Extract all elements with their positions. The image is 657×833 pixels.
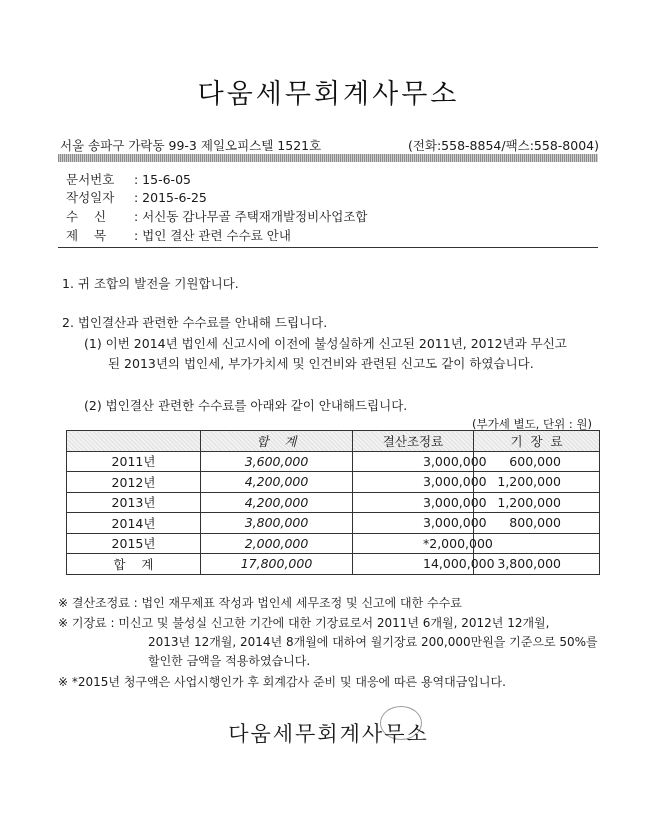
row-settlement-fee: 14,000,000 [353, 554, 474, 575]
table-row [67, 451, 600, 472]
doc-date: : 2015-6-25 [134, 190, 207, 205]
office-phone: (전화:558-8854/팩스:558-8004) [407, 138, 599, 153]
table-row [67, 492, 600, 513]
doc-number-row [66, 170, 191, 188]
fee-table [66, 430, 600, 575]
row-total: 17,800,000 [201, 554, 353, 575]
table-header-settlement: 결산조정료 [353, 431, 474, 452]
note-bookkeeping-1: ※ 기장료 : 미신고 및 불성실 신고한 기간에 대한 기장료로서 2011년 6개월, 2012년 12개월, [58, 616, 550, 630]
row-settlement-fee: 3,000,000 [353, 513, 474, 534]
row-bookkeeping-fee: 1,200,000 [474, 492, 600, 513]
row-settlement-fee: 3,000,000 [353, 492, 474, 513]
row-year: 합 계 [67, 554, 201, 575]
row-year: 2012년 [67, 472, 201, 493]
table-row [67, 472, 600, 493]
note-bookkeeping-2: 2013년 12개월, 2014년 8개월에 대하여 월기장료 200,000만원을 기준으로 50%를 [148, 635, 598, 649]
row-total: 2,000,000 [201, 533, 353, 554]
row-total: 3,800,000 [201, 513, 353, 534]
row-year: 2011년 [67, 451, 201, 472]
row-year: 2015년 [67, 533, 201, 554]
row-total: 4,200,000 [201, 472, 353, 493]
header-divider [58, 247, 598, 248]
paragraph-2-1b: 된 2013년의 법인세, 부가가치세 및 인건비와 관련된 신고도 같이 하였습니다. [108, 356, 534, 371]
subject-label: 제 목 [66, 228, 107, 243]
table-header-row [67, 431, 600, 452]
row-settlement-fee: *2,000,000 [353, 533, 474, 554]
row-total: 3,600,000 [201, 451, 353, 472]
office-address: 서울 송파구 가락동 99-3 제일오피스텔 1521호 [60, 138, 322, 153]
row-bookkeeping-fee: 3,800,000 [474, 554, 600, 575]
unit-note: (부가세 별도, 단위 : 원) [472, 417, 592, 431]
paragraph-2-1a: (1) 이번 2014년 법인세 신고시에 이전에 불성실하게 신고된 2011년, 2012년과 무신고 [84, 336, 567, 351]
paragraph-2-2: (2) 법인결산 관련한 수수료를 아래와 같이 안내해드립니다. [84, 398, 408, 413]
note-2015: ※ *2015년 청구액은 사업시행인가 후 회계감사 준비 및 대응에 따른 용역대금입니다. [58, 675, 506, 689]
table-header-blank [67, 431, 201, 452]
row-bookkeeping-fee: 600,000 [474, 451, 600, 472]
row-year: 2013년 [67, 492, 201, 513]
date-label: 작성일자 [66, 190, 115, 205]
row-settlement-fee: 3,000,000 [353, 472, 474, 493]
office-title: 다움세무회계사무소 [197, 79, 460, 110]
row-total: 4,200,000 [201, 492, 353, 513]
header-band-divider [58, 154, 598, 162]
table-header-total: 합 계 [201, 431, 353, 452]
paragraph-2: 2. 법인결산과 관련한 수수료를 안내해 드립니다. [62, 315, 328, 330]
note-bookkeeping-3: 할인한 금액을 적용하였습니다. [148, 654, 311, 668]
note-settlement: ※ 결산조정료 : 법인 재무제표 작성과 법인세 세무조정 및 신고에 대한 수수료 [58, 596, 462, 610]
date-row [66, 188, 207, 206]
paragraph-1: 1. 귀 조합의 발전을 기원합니다. [62, 276, 239, 291]
recipient-label: 수 신 [66, 209, 107, 224]
table-row [67, 513, 600, 534]
table-header-bookkeeping: 기 장 료 [474, 431, 600, 452]
recipient: : 서신동 감나무골 주택재개발정비사업조합 [134, 209, 368, 224]
row-year: 2014년 [67, 513, 201, 534]
row-bookkeeping-fee: 1,200,000 [474, 472, 600, 493]
row-settlement-fee: 3,000,000 [353, 451, 474, 472]
table-total-row [67, 554, 600, 575]
table-row [67, 533, 600, 554]
doc-number-label: 문서번호 [66, 172, 115, 187]
footer-signature: 다움세무회계사무소 [228, 722, 429, 746]
subject-row [66, 226, 291, 244]
doc-number: : 15-6-05 [134, 172, 191, 187]
row-bookkeeping-fee: 800,000 [474, 513, 600, 534]
recipient-row [66, 207, 367, 225]
subject: : 법인 결산 관련 수수료 안내 [134, 228, 291, 243]
